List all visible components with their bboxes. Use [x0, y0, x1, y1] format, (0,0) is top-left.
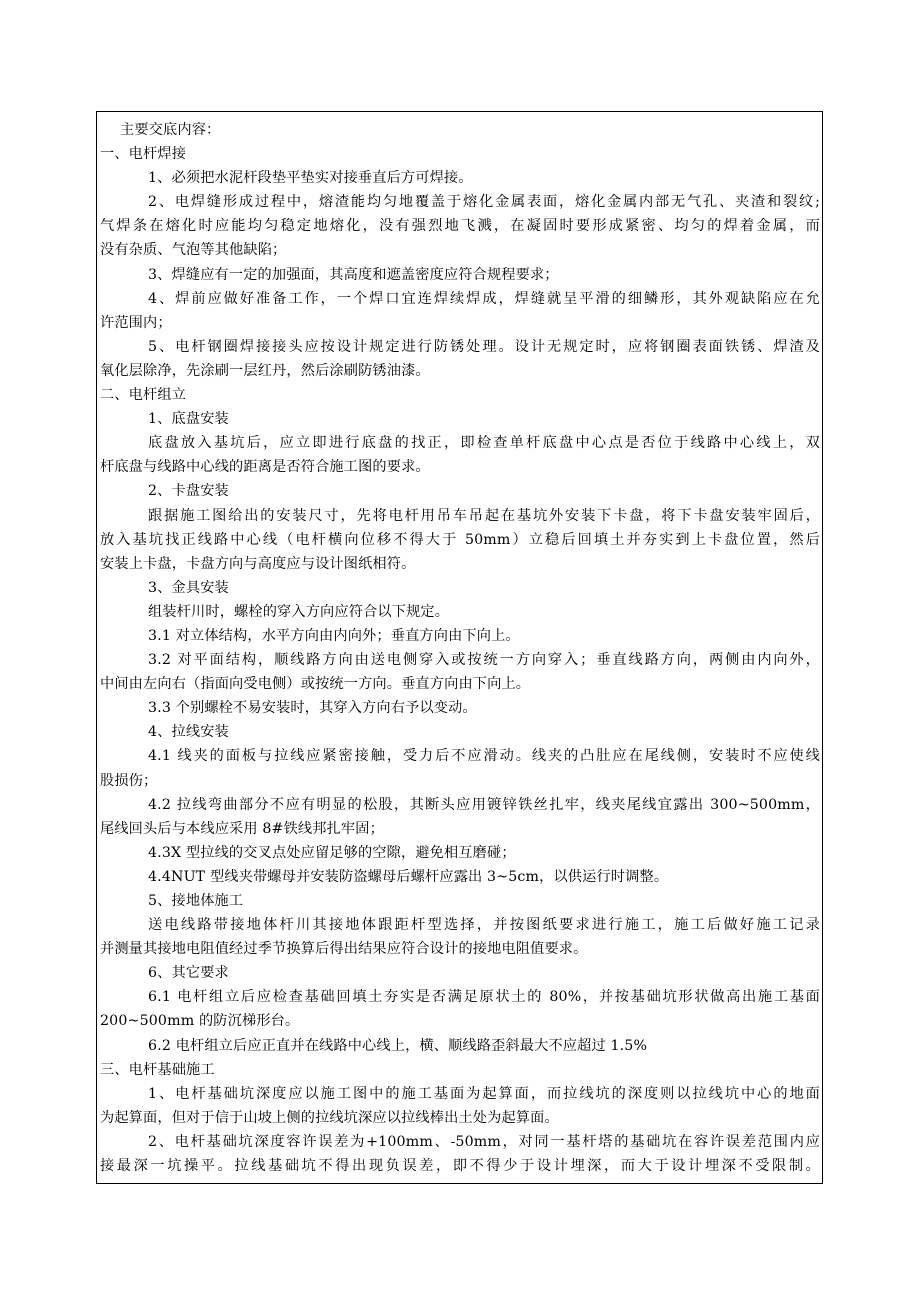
text-line: 三、电杆基础施工 [100, 1061, 215, 1078]
text-line: 二、电杆组立 [100, 387, 187, 404]
paragraph-lines [100, 142, 824, 1178]
text-line: 送电线路带接地体杆川其接地体跟距杆型选择，并按图纸要求进行施工，施工后做好施工记录 [148, 917, 820, 934]
text-line: 为起算面，但对于信于山坡上侧的拉线坑深应以拉线棒出土处为起算面。 [100, 1109, 559, 1126]
text-line: 4.1 线夹的面板与拉线应紧密接触，受力后不应滑动。线夹的凸肚应在尾线侧，安装时不应使线 [148, 748, 820, 765]
document-body [100, 118, 824, 1178]
text-line: 2、卡盘安装 [148, 483, 229, 500]
text-line: 5、电杆钢圈焊接接头应按设计规定进行防锈处理。设计无规定时，应将钢圈表面铁锈、焊渣及 [148, 338, 820, 355]
text-line: 组装杆川时，螺栓的穿入方向应符合以下规定。 [148, 603, 450, 620]
text-line: 2、电杆基础坑深度容许误差为+100mm、-50mm，对同一基杆塔的基础坑在容许误差范围内应 [148, 1133, 820, 1150]
text-line: 4.3X 型拉线的交叉点处应留足够的空隙，避免相互磨碰； [148, 844, 516, 861]
text-line: 2、电焊缝形成过程中，熔渣能均匀地覆盖于熔化金属表面，熔化金属内部无气孔、夹渣和裂纹; [148, 194, 820, 211]
text-line: 氧化层除净，先涂刷一层红丹，然后涂刷防锈油漆。 [100, 362, 430, 379]
text-line: 6、其它要求 [148, 965, 229, 982]
text-line: 1、电杆基础坑深度应以施工图中的施工基面为起算面，而拉线坑的深度则以拉线坑中心的地面 [148, 1085, 820, 1102]
text-line: 4、拉线安装 [148, 724, 229, 741]
text-line: 4.4NUT 型线夹带螺母并安装防盗螺母后螺杆应露出 3~5cm，以供运行时调整。 [148, 868, 669, 885]
text-line: 4.2 拉线弯曲部分不应有明显的松股，其断头应用镀锌铁丝扎牢，线夹尾线宜露出 300~500mm， [148, 796, 820, 813]
text-line: 底盘放入基坑后，应立即进行底盘的找正，即检查单杆底盘中心点是否位于线路中心线上，双 [148, 435, 820, 452]
text-line: 3.2 对平面结构，顺线路方向由送电侧穿入或按统一方向穿入；垂直线路方向，两侧由内向外， [148, 652, 820, 669]
text-line: 3.1 对立体结构，水平方向由内向外；垂直方向由下向上。 [148, 627, 520, 644]
text-line: 4、焊前应做好准备工作，一个焊口宜连焊续焊成，焊缝就呈平滑的细鳞形，其外观缺陷应在允 [148, 290, 820, 307]
text-line: 6.1 电杆组立后应检查基础回填土夯实是否满足原状土的 80%，并按基础坑形状做高出施工基面 [148, 989, 820, 1006]
text-line: 200~500mm 的防沉梯形台。 [100, 1013, 300, 1030]
text-line: 3、金具安装 [148, 579, 229, 596]
section-heading: 主要交底内容： [120, 122, 221, 138]
text-line: 气焊条在熔化时应能均匀稳定地熔化，没有强烈地飞溅，在凝固时要形成紧密、均匀的焊着金属，而 [100, 218, 820, 235]
text-line: 尾线回头后与本线应采用 8#铁线邦扎牢固； [100, 820, 384, 837]
text-line: 3、焊缝应有一定的加强面，其高度和遮盖密度应符合规程要求； [148, 266, 559, 283]
text-line: 跟据施工图给出的安装尺寸，先将电杆用吊车吊起在基坑外安装下卡盘，将下卡盘安装牢固后， [148, 507, 820, 524]
text-line: 1、必须把水泥杆段垫平垫实对接垂直后方可焊接。 [148, 170, 473, 187]
text-line: 股损伤； [100, 772, 158, 789]
text-line: 放入基坑找正线路中心线（电杆横向位移不得大于 50mm）立稳后回填土并夯实到上卡盘位置，然后 [100, 531, 820, 548]
text-line: 并测量其接地电阻值经过季节换算后得出结果应符合设计的接地电阻值要求。 [100, 941, 588, 958]
text-line: 杆底盘与线路中心线的距离是否符合施工图的要求。 [100, 459, 430, 476]
text-line: 安装上卡盘，卡盘方向与高度应与设计图纸相符。 [100, 555, 416, 572]
text-line: 没有杂质、气泡等其他缺陷； [100, 242, 287, 259]
text-line: 中间由左向右（指面向受电侧）或按统一方向。垂直方向由下向上。 [100, 676, 531, 693]
text-line: 6.2 电杆组立后应正直并在线路中心线上，横、顺线路歪斜最大不应超过 1.5% [148, 1037, 648, 1054]
text-line: 许范围内； [100, 314, 172, 331]
text-line: 1、底盘安装 [148, 411, 229, 428]
text-line: 一、电杆焊接 [100, 146, 187, 163]
text-line: 3.3 个别螺栓不易安装时，其穿入方向右予以变动。 [148, 700, 477, 717]
text-line: 接最深一坑操平。拉线基础坑不得出现负误差，即不得少于设计埋深，而大于设计埋深不受限制。 [100, 1158, 820, 1175]
text-line: 5、接地体施工 [148, 893, 244, 909]
